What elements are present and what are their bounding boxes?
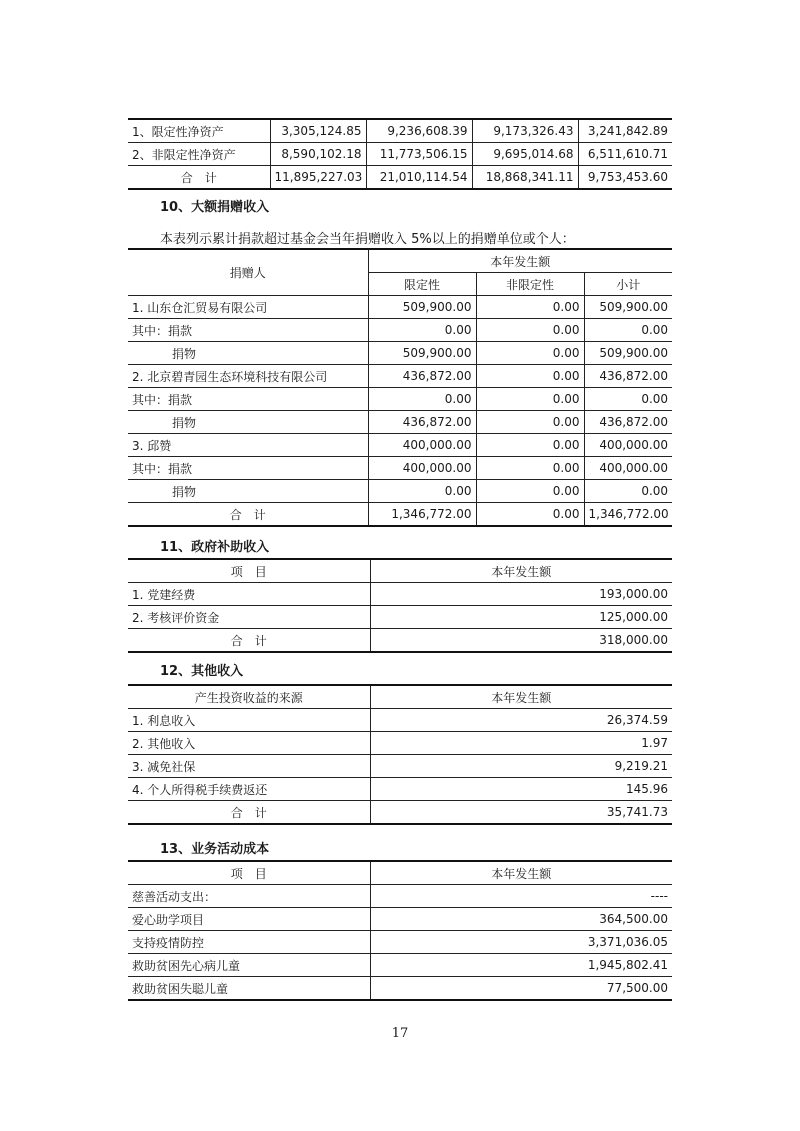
header-amount: 本年发生额 [370, 861, 672, 885]
cell-value: 9,695,014.68 [472, 143, 578, 166]
cell-value: 509,900.00 [368, 296, 476, 319]
cell-value: 509,900.00 [584, 296, 672, 319]
cell-value: 0.00 [476, 503, 584, 527]
cell-value: 3,371,036.05 [370, 931, 672, 954]
cell-value: 9,236,608.39 [366, 119, 472, 143]
table-row [128, 319, 672, 342]
table-header-row [128, 249, 672, 273]
cell-value: 3,305,124.85 [270, 119, 366, 143]
table-row [128, 480, 672, 503]
donor-subitem: 其中：捐款 [128, 388, 368, 411]
header-item: 项 目 [128, 861, 370, 885]
cell-value: 400,000.00 [584, 457, 672, 480]
table-row [128, 977, 672, 1001]
cell-value: 0.00 [584, 388, 672, 411]
header-amount: 本年发生额 [370, 685, 672, 709]
cell-value: 436,872.00 [368, 365, 476, 388]
row-label: 合 计 [128, 629, 370, 653]
cell-value: 145.96 [370, 778, 672, 801]
donor-subitem: 捐物 [128, 480, 368, 503]
cell-value: 1,346,772.00 [368, 503, 476, 527]
cell-value: ---- [370, 885, 672, 908]
cell-value: 35,741.73 [370, 801, 672, 825]
row-label: 4. 个人所得税手续费返还 [128, 778, 370, 801]
row-label: 救助贫困先心病儿童 [128, 954, 370, 977]
cell-value: 0.00 [476, 296, 584, 319]
cell-value: 1,945,802.41 [370, 954, 672, 977]
row-label: 2、非限定性净资产 [128, 143, 270, 166]
cell-value: 6,511,610.71 [578, 143, 672, 166]
table-row [128, 606, 672, 629]
cell-value: 3,241,842.89 [578, 119, 672, 143]
table-row-total [128, 629, 672, 653]
cell-value: 0.00 [476, 365, 584, 388]
cell-value: 0.00 [368, 319, 476, 342]
cell-value: 193,000.00 [370, 583, 672, 606]
section-title: 10、大额捐赠收入 [160, 200, 270, 215]
table-row-total [128, 801, 672, 825]
header-unrestricted: 非限定性 [476, 273, 584, 296]
table-row [128, 908, 672, 931]
table-row [128, 732, 672, 755]
row-label: 1. 党建经费 [128, 583, 370, 606]
table-row-total [128, 166, 672, 190]
row-label: 2. 考核评价资金 [128, 606, 370, 629]
cell-value: 26,374.59 [370, 709, 672, 732]
row-label: 爱心助学项目 [128, 908, 370, 931]
donor-subitem: 捐物 [128, 411, 368, 434]
cell-value: 400,000.00 [368, 434, 476, 457]
table-header-row [128, 685, 672, 709]
row-label: 合 计 [128, 801, 370, 825]
cell-value: 18,868,341.11 [472, 166, 578, 190]
table-row [128, 119, 672, 143]
table-row [128, 709, 672, 732]
cell-value: 0.00 [476, 388, 584, 411]
cell-value: 0.00 [476, 480, 584, 503]
table-row [128, 583, 672, 606]
row-label: 救助贫困失聪儿童 [128, 977, 370, 1001]
donor-subitem: 其中：捐款 [128, 457, 368, 480]
cell-value: 400,000.00 [584, 434, 672, 457]
donor-name: 2. 北京碧青园生态环境科技有限公司 [128, 365, 368, 388]
row-label: 1. 利息收入 [128, 709, 370, 732]
page-number: 17 [391, 1026, 409, 1041]
cell-value: 0.00 [476, 342, 584, 365]
cell-value: 0.00 [368, 480, 476, 503]
cell-value: 8,590,102.18 [270, 143, 366, 166]
cell-value: 364,500.00 [370, 908, 672, 931]
net-assets-table [128, 118, 672, 190]
table-row [128, 885, 672, 908]
row-label: 1、限定性净资产 [128, 119, 270, 143]
row-label: 支持疫情防控 [128, 931, 370, 954]
donor-name: 3. 邱赞 [128, 434, 368, 457]
cell-value: 9,173,326.43 [472, 119, 578, 143]
cell-value: 0.00 [368, 388, 476, 411]
cell-value: 0.00 [584, 480, 672, 503]
table-header-row [128, 861, 672, 885]
cell-value: 9,219.21 [370, 755, 672, 778]
row-label: 2. 其他收入 [128, 732, 370, 755]
header-item: 项 目 [128, 559, 370, 583]
section-title: 11、政府补助收入 [160, 540, 270, 555]
table-row [128, 296, 672, 319]
header-restricted: 限定性 [368, 273, 476, 296]
cell-value: 0.00 [584, 319, 672, 342]
cell-value: 1,346,772.00 [584, 503, 672, 527]
table-row [128, 954, 672, 977]
table-row [128, 434, 672, 457]
cell-value: 0.00 [476, 319, 584, 342]
section-title: 13、业务活动成本 [160, 842, 270, 857]
table-row [128, 143, 672, 166]
row-label: 合 计 [128, 166, 270, 190]
row-label: 合 计 [128, 503, 368, 527]
header-amount: 本年发生额 [370, 559, 672, 583]
other-income-table [128, 684, 672, 825]
cell-value: 436,872.00 [584, 411, 672, 434]
cell-value: 1.97 [370, 732, 672, 755]
table-row [128, 411, 672, 434]
section-title: 12、其他收入 [160, 664, 244, 679]
activity-cost-table [128, 860, 672, 1001]
header-amount: 本年发生额 [368, 249, 672, 273]
table-row [128, 365, 672, 388]
cell-value: 509,900.00 [368, 342, 476, 365]
cell-value: 509,900.00 [584, 342, 672, 365]
cell-value: 0.00 [476, 411, 584, 434]
cell-value: 318,000.00 [370, 629, 672, 653]
header-donor: 捐赠人 [128, 249, 368, 296]
cell-value: 11,773,506.15 [366, 143, 472, 166]
cell-value: 436,872.00 [368, 411, 476, 434]
cell-value: 0.00 [476, 434, 584, 457]
table-row [128, 778, 672, 801]
cell-value: 125,000.00 [370, 606, 672, 629]
table-header-row [128, 559, 672, 583]
table-row [128, 755, 672, 778]
donor-name: 1. 山东仓汇贸易有限公司 [128, 296, 368, 319]
table-row [128, 931, 672, 954]
row-label: 3. 减免社保 [128, 755, 370, 778]
table-row [128, 457, 672, 480]
table-row-total [128, 503, 672, 527]
cell-value: 0.00 [476, 457, 584, 480]
gov-subsidy-table [128, 558, 672, 653]
header-subtotal: 小计 [584, 273, 672, 296]
section-intro: 本表列示累计捐款超过基金会当年捐赠收入 5%以上的捐赠单位或个人： [160, 232, 575, 247]
donor-subitem: 捐物 [128, 342, 368, 365]
table-row [128, 388, 672, 411]
cell-value: 21,010,114.54 [366, 166, 472, 190]
table-row [128, 342, 672, 365]
donation-table [128, 248, 672, 527]
row-label: 慈善活动支出： [128, 885, 370, 908]
cell-value: 77,500.00 [370, 977, 672, 1001]
header-source: 产生投资收益的来源 [128, 685, 370, 709]
donor-subitem: 其中：捐款 [128, 319, 368, 342]
cell-value: 9,753,453.60 [578, 166, 672, 190]
cell-value: 436,872.00 [584, 365, 672, 388]
cell-value: 400,000.00 [368, 457, 476, 480]
cell-value: 11,895,227.03 [270, 166, 366, 190]
